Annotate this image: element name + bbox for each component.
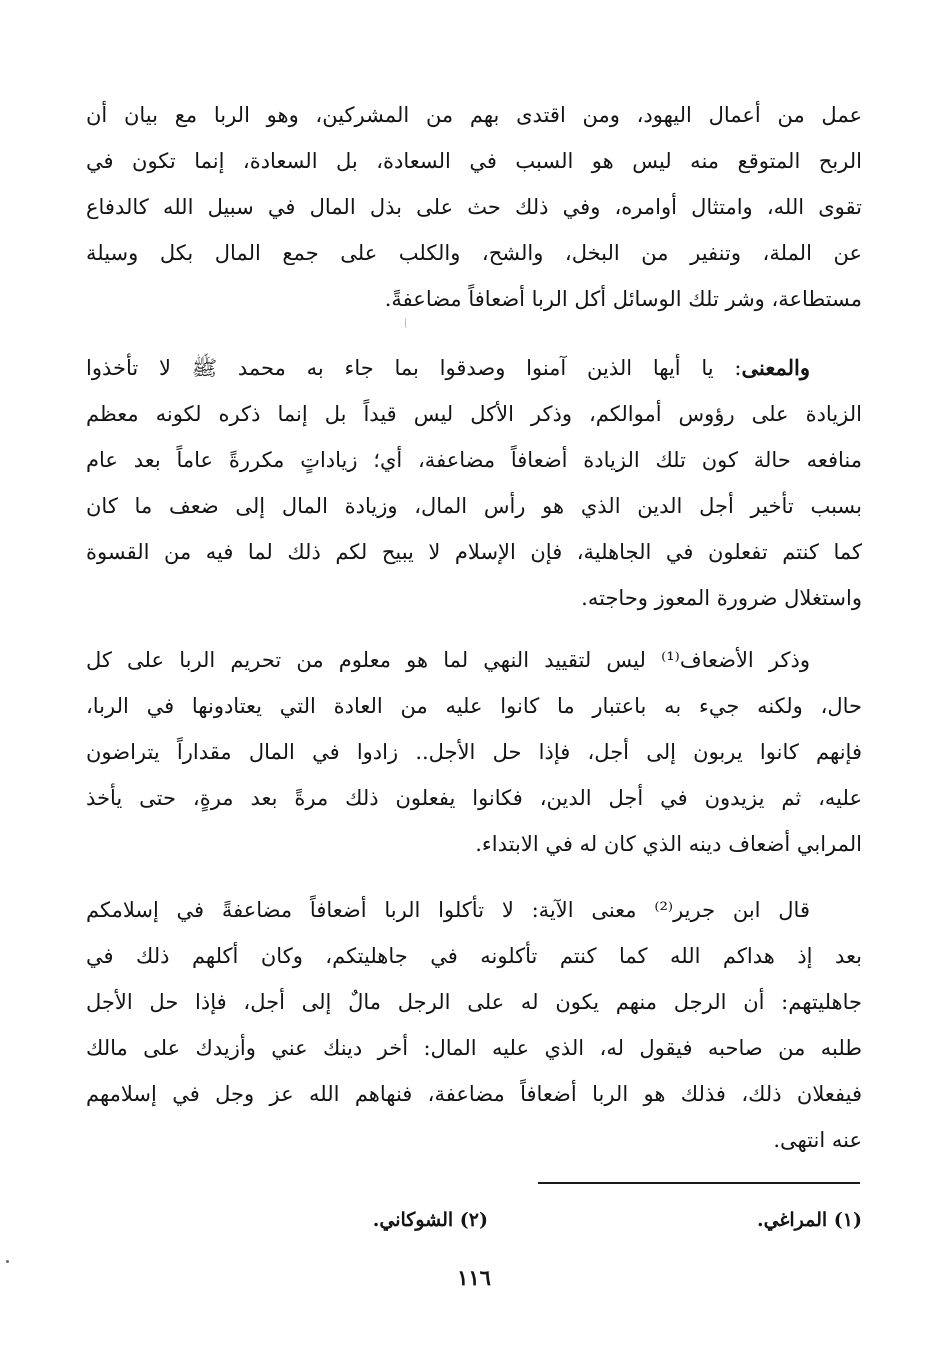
text-line: فيفعلان ذلك، فذلك هو الربا أضعافاً مضاعفة، فنهاهم الله عز وجل في إسلامهم xyxy=(86,1082,862,1106)
line-text: : يا أيها الذين آمنوا وصدقوا بما جاء به محمد ﷺ لا تأخذوا xyxy=(86,356,742,380)
text-line: قال ابن جرير⁽²⁾ معنى الآية: لا تأكلوا الربا أضعافاً مضاعفةً في إسلامكم xyxy=(86,898,810,922)
paragraph-3 xyxy=(86,637,862,867)
paragraph-lead-term: والمعنى xyxy=(741,355,810,380)
text-line: عمل من أعمال اليهود، ومن اقتدى بهم من المشركين، وهو الربا مع بيان أن xyxy=(86,103,862,127)
text-line: حال، ولكنه جيء به باعتبار ما كانوا عليه من العادة التي يعتادونها في الربا، xyxy=(86,694,862,718)
text-line: منافعه حالة كون تلك الزيادة أضعافاً مضاعفة، أي؛ زياداتٍ مكررةً عاماً بعد عام xyxy=(86,448,862,472)
text-line: تقوى الله، وامتثال أوامره، وفي ذلك حث على بذل المال في سبيل الله كالدفاع xyxy=(86,195,862,219)
text-line: عنه انتهى. xyxy=(773,1128,862,1152)
paragraph-4 xyxy=(86,887,862,1163)
footnote-separator xyxy=(538,1182,860,1184)
text-line: بسبب تأخير أجل الدين الذي هو رأس المال، وزيادة المال إلى ضعف ما كان xyxy=(86,494,862,518)
text-line: واستغلال ضرورة المعوز وحاجته. xyxy=(581,586,862,610)
text-line: الزيادة على رؤوس أموالكم، وذكر الأكل ليس قيداً بل إنما ذكره لكونه معظم xyxy=(86,402,862,426)
text-line: طلبه من صاحبه فيقول له، الذي عليه المال: أخر دينك عني وأزيدك على مالك xyxy=(86,1036,862,1060)
text-line: عليه، ثم يزيدون في أجل الدين، فكانوا يفعلون ذلك مرةً بعد مرةٍ، حتى يأخذ xyxy=(86,786,862,810)
page-number: ١١٦ xyxy=(457,1265,491,1290)
text-line: كما كنتم تفعلون في الجاهلية، فإن الإسلام لا يبيح لكم ذلك لما فيه من القسوة xyxy=(86,540,862,564)
paragraph-1 xyxy=(86,92,862,322)
scan-dot xyxy=(6,1260,9,1263)
paragraph-2 xyxy=(86,345,862,621)
text-line xyxy=(86,345,862,391)
text-line: مستطاعة، وشر تلك الوسائل أكل الربا أضعافاً مضاعفةً. xyxy=(384,287,862,311)
text-line: عن الملة، وتنفير من البخل، والشح، والكلب على جمع المال بكل وسيلة xyxy=(86,241,862,265)
text-line: فإنهم كانوا يربون إلى أجل، فإذا حل الأجل.. زادوا في المال مقداراً يتراضون xyxy=(86,740,862,764)
text-line: الربح المتوقع منه ليس هو السبب في السعادة، بل السعادة، إنما تكون في xyxy=(86,149,862,173)
text-line: بعد إذ هداكم الله كما كنتم تأكلونه في جاهليتكم، وكان أكلهم ذلك في xyxy=(86,944,862,968)
footnote-1: (١) المراغي. xyxy=(756,1209,862,1231)
scan-mark xyxy=(405,318,409,328)
text-line: وذكر الأضعاف⁽¹⁾ ليس لتقييد النهي لما هو معلوم من تحريم الربا على كل xyxy=(86,648,811,672)
footnote-2: (٢) الشوكاني. xyxy=(372,1209,488,1231)
text-line: جاهليتهم: أن الرجل منهم يكون له على الرجل مالٌ إلى أجل، فإذا حل الأجل xyxy=(86,990,862,1014)
text-line: المرابي أضعاف دينه الذي كان له في الابتداء. xyxy=(475,832,862,856)
